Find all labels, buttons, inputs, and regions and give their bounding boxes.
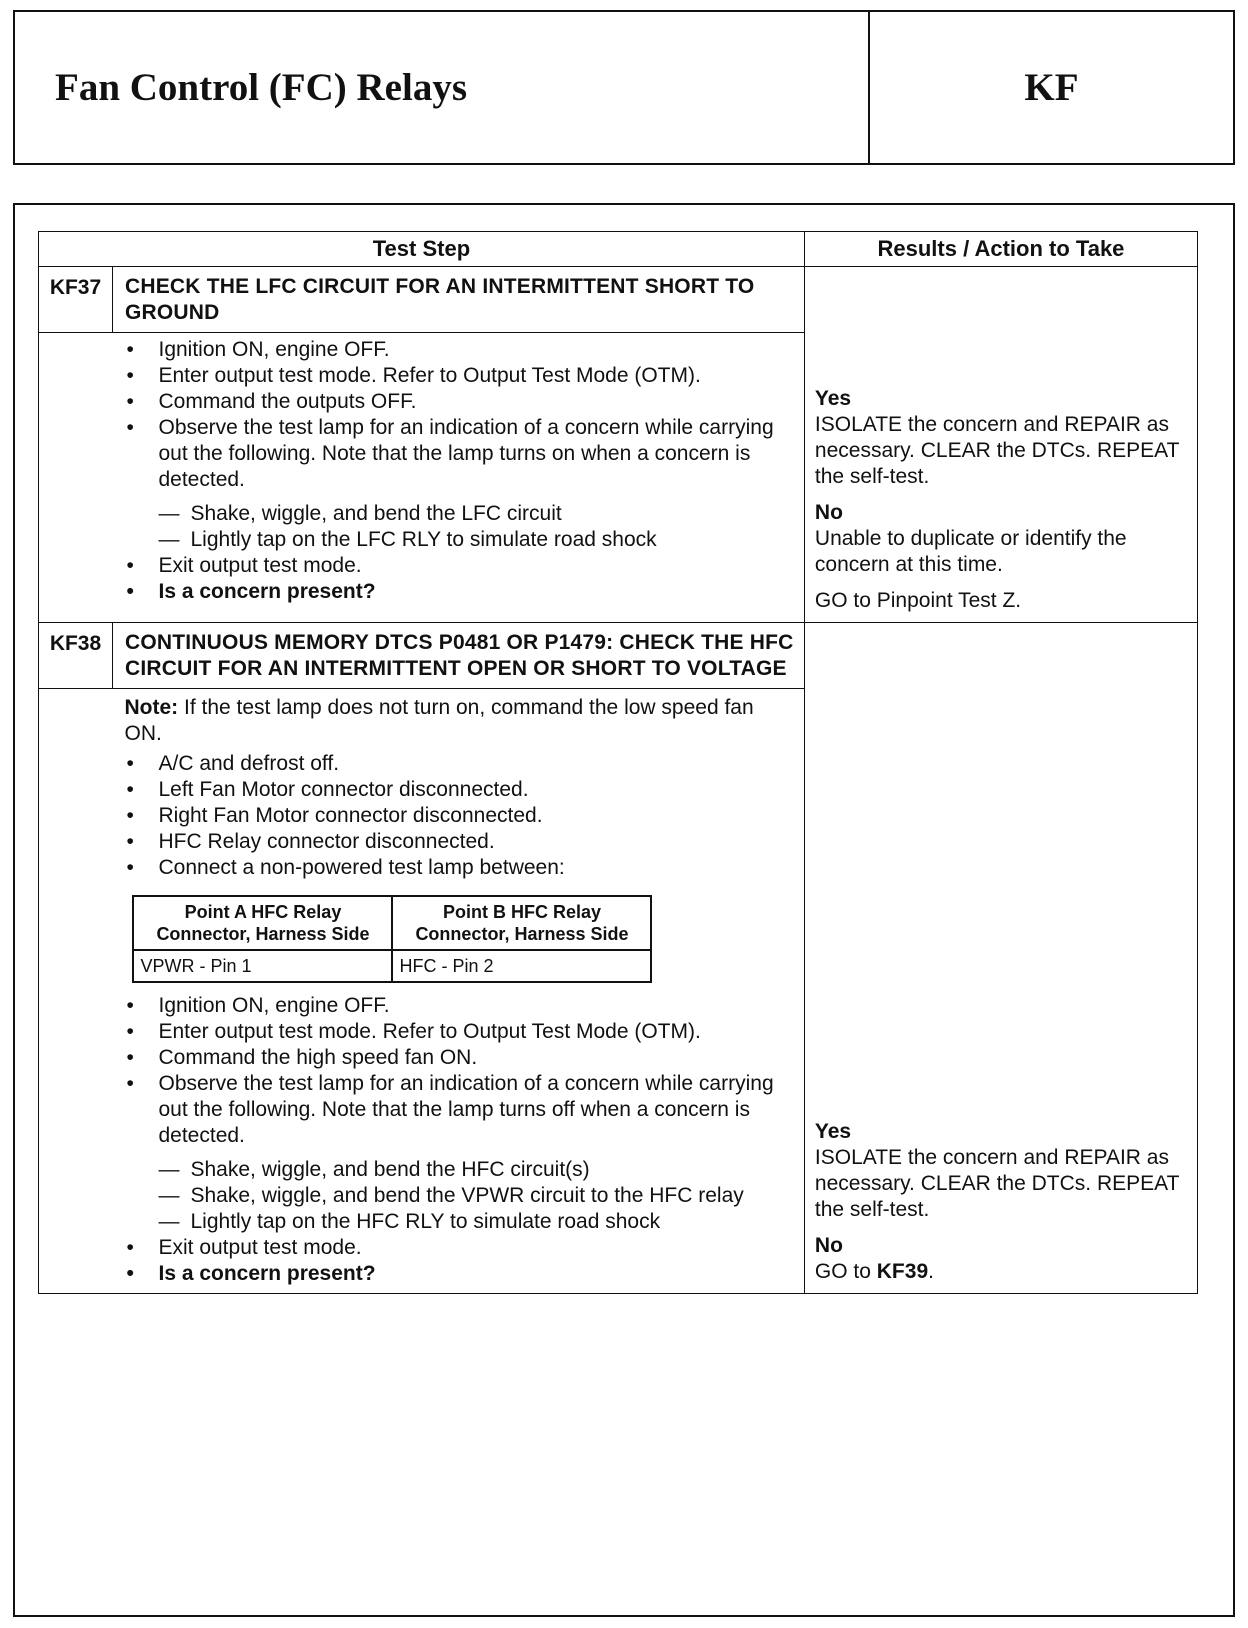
result-kf37 <box>804 267 1197 623</box>
step-id-kf38: KF38 <box>39 623 113 689</box>
pin-table-head-b: Point B HFC Relay Connector, Harness Side <box>392 896 651 950</box>
result-kf37-content <box>815 386 1191 614</box>
list-item: — Lightly tap on the HFC RLY to simulate road shock <box>124 1209 787 1235</box>
no-action-suffix: . <box>928 1260 934 1283</box>
list-item: • Command the high speed fan ON. <box>124 1045 787 1071</box>
list-item: — Shake, wiggle, and bend the HFC circuit(s) <box>124 1157 787 1183</box>
no-action-goto: GO to Pinpoint Test Z. <box>814 589 1022 612</box>
result-kf38 <box>804 623 1197 1294</box>
yes-action: ISOLATE the concern and REPAIR as necessary. CLEAR the DTCs. REPEAT the self-test. <box>814 1146 1180 1221</box>
note <box>124 695 787 747</box>
no-label: No <box>814 1234 843 1257</box>
section-code: KF <box>1024 66 1079 109</box>
step-id-kf37: KF37 <box>39 267 113 333</box>
list-item: • A/C and defrost off. <box>124 751 787 777</box>
question: • Is a concern present? <box>124 579 787 605</box>
list-item: • Command the outputs OFF. <box>124 389 787 415</box>
list-item: • Ignition ON, engine OFF. <box>124 993 787 1019</box>
note-label: Note: <box>124 696 179 719</box>
kf37-title-row <box>39 267 1198 333</box>
kf38-steps <box>124 751 787 881</box>
yes-label: Yes <box>814 387 852 410</box>
result-kf38-content <box>815 1119 1191 1285</box>
step-title-kf37: CHECK THE LFC CIRCUIT FOR AN INTERMITTENT SHORT TO GROUND <box>112 267 804 333</box>
question: • Is a concern present? <box>124 1261 787 1287</box>
page-title: Fan Control (FC) Relays <box>15 12 870 163</box>
pin-table-cell-a: VPWR - Pin 1 <box>133 950 392 982</box>
list-item: • Observe the test lamp for an indication of a concern while carrying out the following. Note that the lamp turns off when a concern is detected. <box>124 1071 787 1149</box>
kf37-steps <box>124 337 787 493</box>
step-body-kf38 <box>112 689 804 1294</box>
list-item: • Exit output test mode. <box>124 1235 787 1261</box>
list-item: • Right Fan Motor connector disconnected. <box>124 803 787 829</box>
list-item: • Left Fan Motor connector disconnected. <box>124 777 787 803</box>
kf38-substeps <box>124 1157 787 1235</box>
step-id-spacer <box>39 689 113 1294</box>
list-item: — Shake, wiggle, and bend the LFC circuit <box>124 501 787 527</box>
list-item: — Shake, wiggle, and bend the VPWR circuit to the HFC relay <box>124 1183 787 1209</box>
goto-kf39-link[interactable]: KF39 <box>876 1260 929 1283</box>
list-item: • Observe the test lamp for an indication of a concern while carrying out the following. Note that the lamp turns on when a concern is detected. <box>124 415 787 493</box>
test-step-table <box>38 231 1198 1294</box>
pin-table-cell-b: HFC - Pin 2 <box>392 950 651 982</box>
step-body-kf37 <box>112 333 804 623</box>
pin-table <box>132 895 652 983</box>
kf38-steps-b <box>124 993 787 1149</box>
list-item: — Lightly tap on the LFC RLY to simulate road shock <box>124 527 787 553</box>
yes-label: Yes <box>814 1120 852 1143</box>
step-id-spacer <box>39 333 113 623</box>
no-action <box>815 1259 1191 1285</box>
table-header-row <box>39 232 1198 267</box>
list-item: • Enter output test mode. Refer to Output Test Mode (OTM). <box>124 363 787 389</box>
list-item: • HFC Relay connector disconnected. <box>124 829 787 855</box>
kf37-substeps <box>124 501 787 553</box>
pin-table-head-a: Point A HFC Relay Connector, Harness Side <box>133 896 392 950</box>
no-label: No <box>814 501 843 524</box>
kf38-steps-end <box>124 1235 787 1287</box>
page-header <box>13 10 1235 165</box>
note-text: If the test lamp does not turn on, command the low speed fan ON. <box>124 696 754 745</box>
list-item: • Ignition ON, engine OFF. <box>124 337 787 363</box>
list-item: • Connect a non-powered test lamp between: <box>124 855 787 881</box>
list-item: • Enter output test mode. Refer to Output Test Mode (OTM). <box>124 1019 787 1045</box>
step-title-kf38: CONTINUOUS MEMORY DTCS P0481 OR P1479: CHECK THE HFC CIRCUIT FOR AN INTERMITTENT OPEN OR SHORT TO VOLTAGE <box>112 623 804 689</box>
no-action: Unable to duplicate or identify the concern at this time. <box>814 527 1127 576</box>
list-item: • Exit output test mode. <box>124 553 787 579</box>
yes-action: ISOLATE the concern and REPAIR as necessary. CLEAR the DTCs. REPEAT the self-test. <box>814 413 1180 488</box>
no-action-prefix: GO to <box>814 1260 877 1283</box>
kf37-steps-end <box>124 553 787 605</box>
results-header: Results / Action to Take <box>804 232 1197 267</box>
kf38-title-row <box>39 623 1198 689</box>
test-step-header: Test Step <box>39 232 805 267</box>
